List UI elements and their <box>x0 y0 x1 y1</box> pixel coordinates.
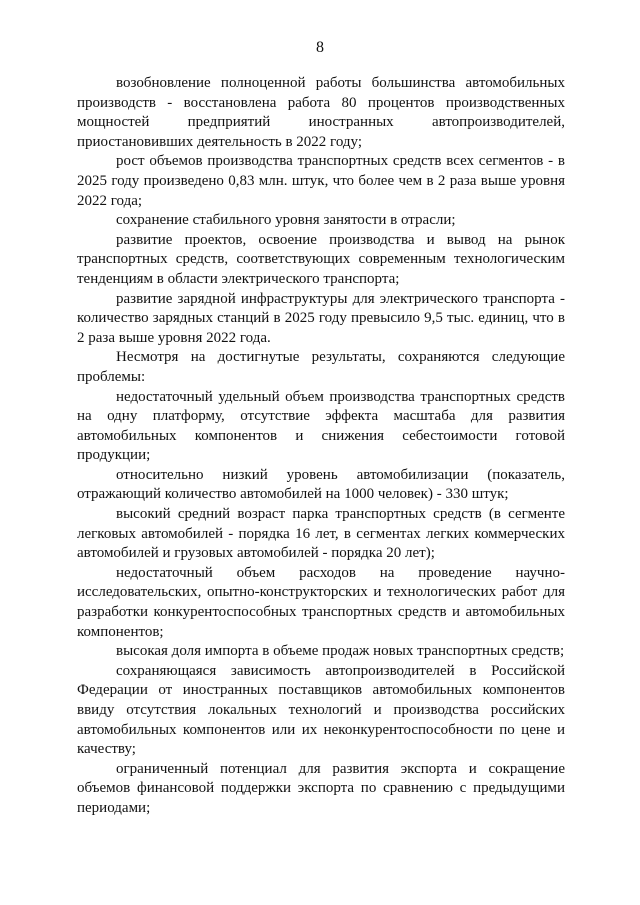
document-body <box>77 74 565 819</box>
paragraph: развитие проектов, освоение производства и вывод на рынок транспортных средств, соответствующих современным технологическим тенденциям в области электрического транспорта; <box>77 231 565 287</box>
paragraph: рост объемов производства транспортных средств всех сегментов - в 2025 году произведено 0,83 млн. штук, что более чем в 2 раза выше уровня 2022 года; <box>77 153 565 209</box>
paragraph: ограниченный потенциал для развития экспорта и сокращение объемов финансовой поддержки экспорта по сравнению с предыдущими периодами; <box>77 760 565 816</box>
paragraph: недостаточный удельный объем производства транспортных средств на одну платформу, отсутствие эффекта масштаба для развития автомобильных компонентов и снижения себестоимости готовой продукции; <box>77 388 565 464</box>
paragraph: возобновление полноценной работы большинства автомобильных производств - восстановлена работа 80 процентов производственных мощностей предприятий иностранных автопроизводителей, приостановивших деятельность в 2022 году; <box>77 75 565 150</box>
paragraph: высокая доля импорта в объеме продаж новых транспортных средств; <box>116 643 565 660</box>
paragraph: относительно низкий уровень автомобилизации (показатель, отражающий количество автомобилей на 1000 человек) - 330 штук; <box>77 466 565 503</box>
page-number: 8 <box>316 39 324 56</box>
paragraph: высокий средний возраст парка транспортных средств (в сегменте легковых автомобилей - порядка 16 лет, в сегментах легких коммерческих автомобилей и грузовых автомобилей - порядка 20 лет); <box>77 506 565 562</box>
paragraph: Несмотря на достигнутые результаты, сохраняются следующие проблемы: <box>77 349 565 385</box>
paragraph: сохранение стабильного уровня занятости в отрасли; <box>116 212 456 229</box>
paragraph: недостаточный объем расходов на проведение научно-исследовательских, опытно-конструкторских и технологических работ для разработки конкурентоспособных транспортных средств и автомобильных компонентов; <box>77 564 565 640</box>
paragraph: развитие зарядной инфраструктуры для электрического транспорта - количество зарядных станций в 2025 году превысило 9,5 тыс. единиц, что в 2 раза выше уровня 2022 года. <box>77 290 565 346</box>
paragraph: сохраняющаяся зависимость автопроизводителей в Российской Федерации от иностранных поставщиков автомобильных компонентов ввиду отсутствия локальных технологий и производства российских автомобильных компонентов или их неконкурентоспособности по цене и качеству; <box>77 662 565 758</box>
